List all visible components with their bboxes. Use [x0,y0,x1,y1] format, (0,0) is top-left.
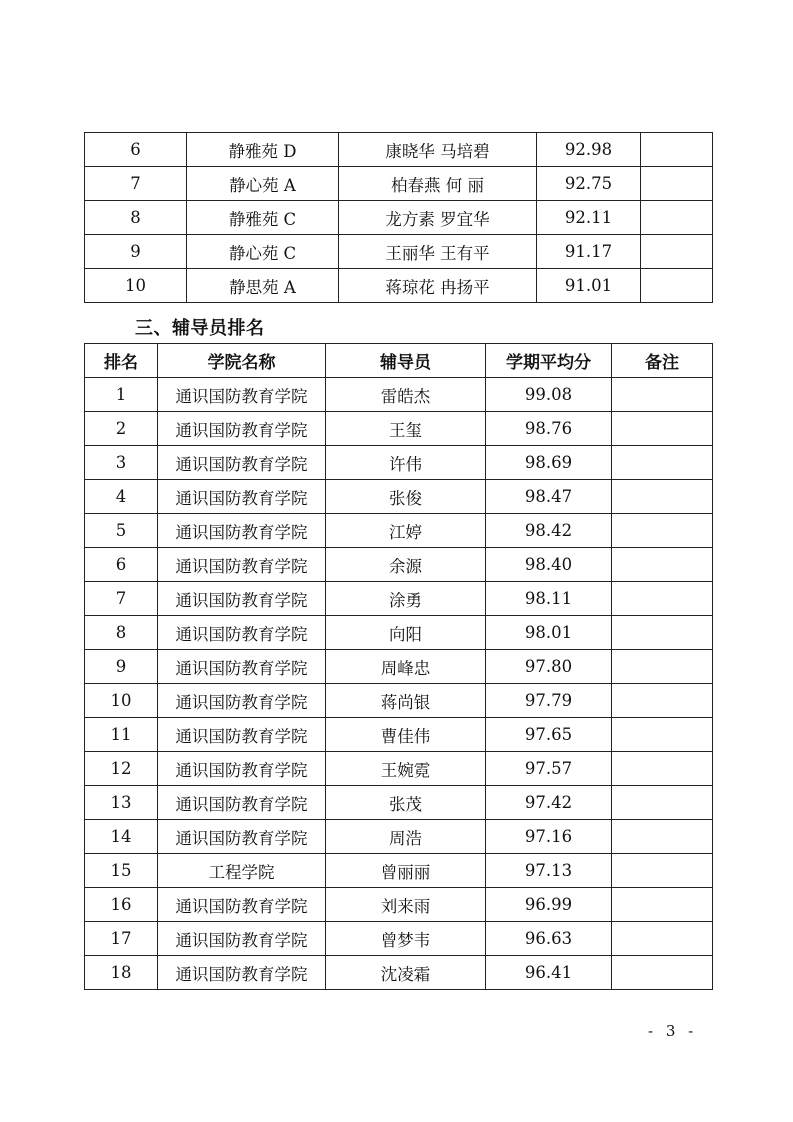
cell-rank: 18 [85,956,158,990]
cell-score: 97.80 [486,650,612,684]
header-note: 备注 [612,344,713,378]
cell-counselor: 周峰忠 [326,650,486,684]
cell-college: 通识国防教育学院 [158,412,326,446]
counselor-table-body [85,378,713,990]
cell-college: 通识国防教育学院 [158,752,326,786]
cell-counselor: 涂勇 [326,582,486,616]
cell-note [641,133,713,167]
cell-counselor: 王婉霓 [326,752,486,786]
cell-rank: 12 [85,752,158,786]
cell-note [612,752,713,786]
cell-note [612,548,713,582]
cell-advisors: 康晓华 马培碧 [339,133,537,167]
cell-score: 97.42 [486,786,612,820]
header-score: 学期平均分 [486,344,612,378]
cell-rank: 3 [85,446,158,480]
cell-dorm: 静心苑 C [187,235,339,269]
counselor-table-row [85,582,713,616]
cell-counselor: 江婷 [326,514,486,548]
header-counselor: 辅导员 [326,344,486,378]
cell-counselor: 许伟 [326,446,486,480]
cell-score: 98.69 [486,446,612,480]
cell-note [612,922,713,956]
cell-rank: 11 [85,718,158,752]
cell-score: 91.17 [537,235,641,269]
cell-rank: 8 [85,616,158,650]
cell-score: 96.63 [486,922,612,956]
counselor-table-row [85,956,713,990]
cell-score: 97.79 [486,684,612,718]
cell-rank: 17 [85,922,158,956]
cell-dorm: 静雅苑 C [187,201,339,235]
cell-note [612,582,713,616]
cell-score: 97.16 [486,820,612,854]
cell-counselor: 蒋尚银 [326,684,486,718]
cell-note [612,446,713,480]
cell-college: 工程学院 [158,854,326,888]
counselor-ranking-table [84,343,713,990]
counselor-table-row [85,378,713,412]
cell-note [641,201,713,235]
cell-counselor: 曹佳伟 [326,718,486,752]
cell-rank: 9 [85,650,158,684]
cell-score: 97.57 [486,752,612,786]
cell-college: 通识国防教育学院 [158,378,326,412]
page-number: - 3 - [648,1022,698,1040]
cell-college: 通识国防教育学院 [158,582,326,616]
counselor-table-row [85,446,713,480]
cell-score: 92.98 [537,133,641,167]
cell-note [612,854,713,888]
cell-rank: 10 [85,269,187,303]
cell-college: 通识国防教育学院 [158,514,326,548]
cell-dorm: 静心苑 A [187,167,339,201]
cell-score: 99.08 [486,378,612,412]
header-rank: 排名 [85,344,158,378]
dorm-table-row [85,201,713,235]
cell-rank: 13 [85,786,158,820]
dorm-table-row [85,133,713,167]
cell-score: 98.01 [486,616,612,650]
cell-college: 通识国防教育学院 [158,616,326,650]
cell-note [612,378,713,412]
cell-score: 98.76 [486,412,612,446]
cell-rank: 10 [85,684,158,718]
cell-score: 97.65 [486,718,612,752]
cell-score: 98.42 [486,514,612,548]
dorm-table-row [85,235,713,269]
cell-counselor: 张茂 [326,786,486,820]
counselor-table-row [85,548,713,582]
cell-advisors: 王丽华 王有平 [339,235,537,269]
cell-note [612,616,713,650]
cell-note [612,786,713,820]
cell-score: 92.75 [537,167,641,201]
cell-college: 通识国防教育学院 [158,718,326,752]
cell-note [612,718,713,752]
cell-note [641,269,713,303]
cell-rank: 6 [85,133,187,167]
cell-counselor: 雷皓杰 [326,378,486,412]
counselor-table-row [85,684,713,718]
cell-college: 通识国防教育学院 [158,922,326,956]
cell-score: 91.01 [537,269,641,303]
counselor-table-row [85,412,713,446]
counselor-table-row [85,888,713,922]
cell-counselor: 王玺 [326,412,486,446]
cell-rank: 6 [85,548,158,582]
cell-note [612,956,713,990]
counselor-table-row [85,650,713,684]
counselor-table-row [85,480,713,514]
cell-rank: 14 [85,820,158,854]
counselor-table-row [85,514,713,548]
cell-advisors: 蒋琼花 冉扬平 [339,269,537,303]
dorm-table-row [85,269,713,303]
cell-college: 通识国防教育学院 [158,820,326,854]
cell-college: 通识国防教育学院 [158,650,326,684]
cell-rank: 4 [85,480,158,514]
cell-note [641,167,713,201]
cell-college: 通识国防教育学院 [158,480,326,514]
cell-note [612,684,713,718]
cell-rank: 8 [85,201,187,235]
counselor-table-row [85,820,713,854]
cell-counselor: 向阳 [326,616,486,650]
cell-rank: 16 [85,888,158,922]
cell-score: 96.41 [486,956,612,990]
cell-rank: 9 [85,235,187,269]
counselor-table-row [85,854,713,888]
counselor-table-row [85,616,713,650]
dorm-table-row [85,167,713,201]
cell-college: 通识国防教育学院 [158,684,326,718]
counselor-table-row [85,786,713,820]
cell-rank: 7 [85,167,187,201]
cell-dorm: 静雅苑 D [187,133,339,167]
counselor-table-row [85,752,713,786]
cell-score: 96.99 [486,888,612,922]
cell-score: 92.11 [537,201,641,235]
header-row [85,344,713,378]
cell-college: 通识国防教育学院 [158,956,326,990]
cell-college: 通识国防教育学院 [158,786,326,820]
cell-dorm: 静思苑 A [187,269,339,303]
cell-rank: 15 [85,854,158,888]
counselor-table-header [85,344,713,378]
cell-college: 通识国防教育学院 [158,548,326,582]
counselor-table-row [85,718,713,752]
cell-college: 通识国防教育学院 [158,888,326,922]
cell-advisors: 柏春燕 何 丽 [339,167,537,201]
cell-note [612,514,713,548]
cell-rank: 7 [85,582,158,616]
cell-rank: 1 [85,378,158,412]
cell-advisors: 龙方素 罗宜华 [339,201,537,235]
cell-score: 98.47 [486,480,612,514]
cell-score: 97.13 [486,854,612,888]
cell-note [612,888,713,922]
cell-note [612,412,713,446]
cell-note [612,480,713,514]
cell-note [612,650,713,684]
dorm-table-body [85,133,713,303]
cell-counselor: 曾梦韦 [326,922,486,956]
section-heading-counselor-ranking: 三、辅导员排名 [135,318,265,339]
dorm-ranking-table [84,132,713,303]
cell-note [641,235,713,269]
cell-counselor: 沈凌霜 [326,956,486,990]
cell-counselor: 张俊 [326,480,486,514]
cell-counselor: 周浩 [326,820,486,854]
cell-rank: 2 [85,412,158,446]
cell-rank: 5 [85,514,158,548]
cell-counselor: 刘来雨 [326,888,486,922]
cell-score: 98.11 [486,582,612,616]
cell-counselor: 曾丽丽 [326,854,486,888]
header-college: 学院名称 [158,344,326,378]
cell-score: 98.40 [486,548,612,582]
cell-college: 通识国防教育学院 [158,446,326,480]
cell-note [612,820,713,854]
counselor-table-row [85,922,713,956]
cell-counselor: 余源 [326,548,486,582]
